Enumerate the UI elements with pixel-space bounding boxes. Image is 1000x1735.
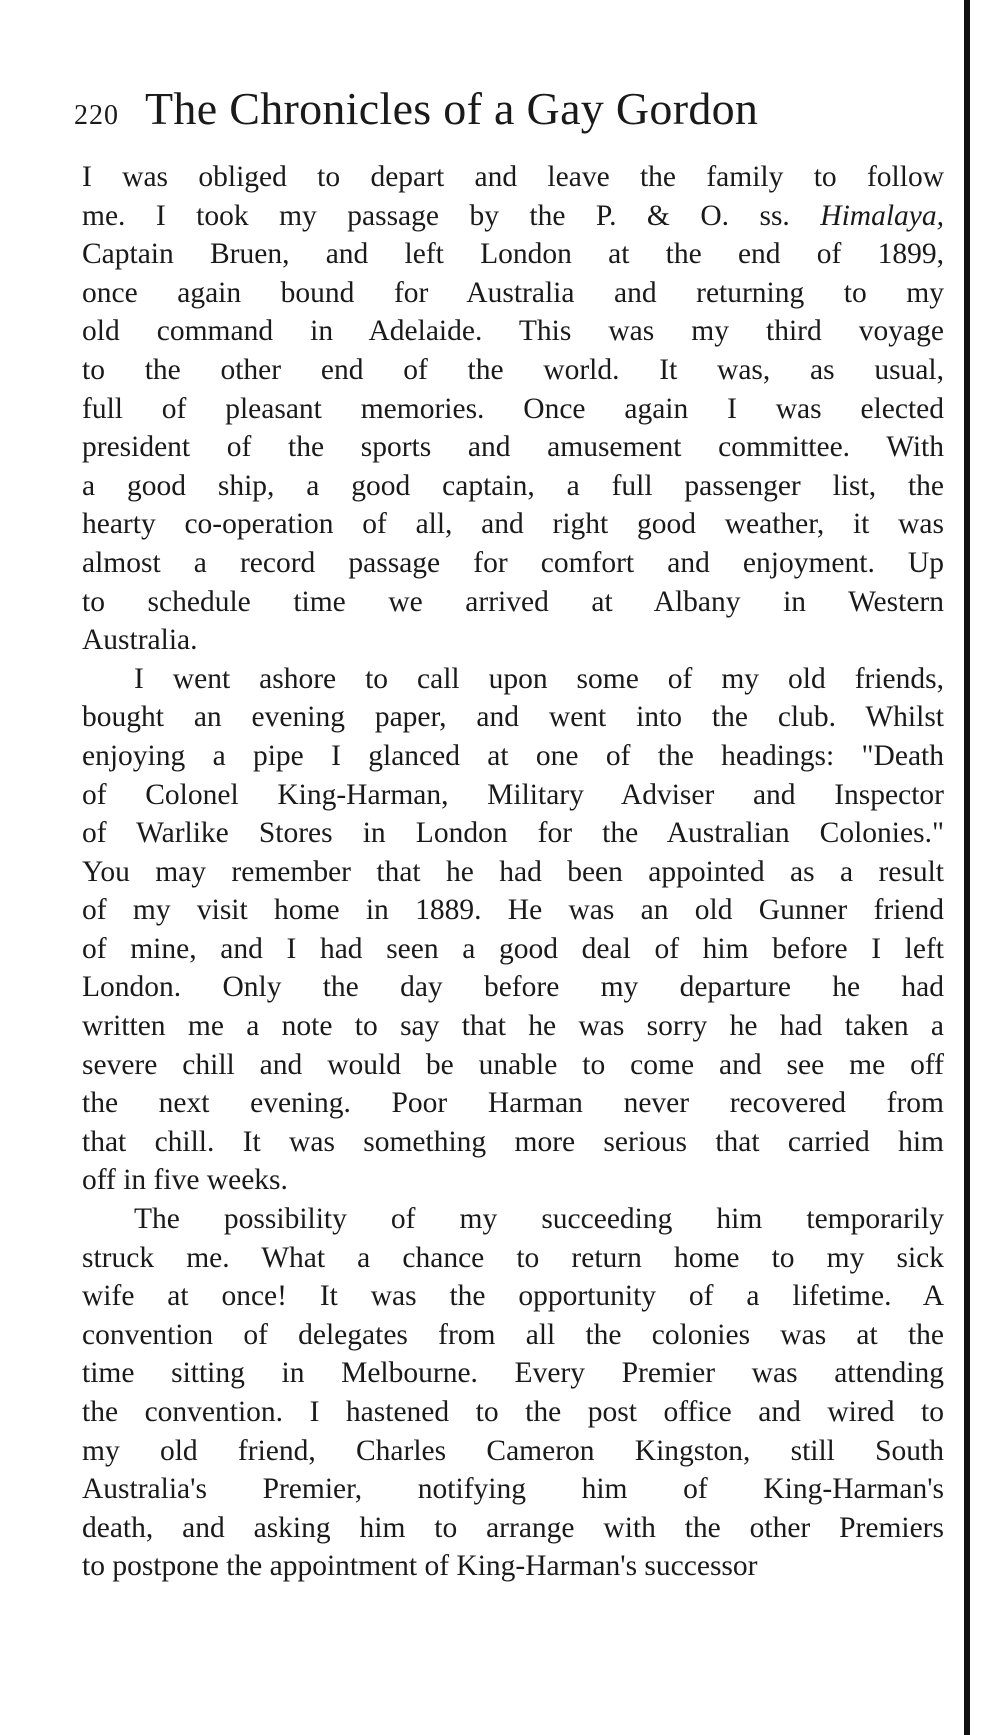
text-line: time sitting in Melbourne. Every Premier was attending: [82, 1357, 944, 1390]
page-header: [74, 82, 954, 135]
text-line: of mine, and I had seen a good deal of him before I left: [82, 932, 944, 965]
paragraph: [82, 1200, 944, 1586]
text-line: I went ashore to call upon some of my old friends,: [134, 662, 944, 695]
text-line: the convention. I hastened to the post office and wired to: [82, 1396, 944, 1428]
text-line: death, and asking him to arrange with the other Premiers: [82, 1511, 944, 1544]
text-line: of my visit home in 1889. He was an old Gunner friend: [82, 894, 944, 927]
text-line: full of pleasant memories. Once again I was elected: [82, 392, 944, 425]
text-line: to schedule time we arrived at Albany in Western: [82, 585, 944, 618]
text-line: convention of delegates from all the colonies was at the: [82, 1318, 944, 1351]
text-line: severe chill and would be unable to come and see me off: [82, 1048, 944, 1081]
paragraph: [82, 158, 944, 660]
text-line: to the other end of the world. It was, as usual,: [82, 353, 944, 386]
text-line: Australia.: [82, 624, 198, 657]
text-line: The possibility of my succeeding him temporarily: [134, 1203, 944, 1236]
text-line: Captain Bruen, and left London at the end of 1899,: [82, 238, 944, 271]
page-edge-rule: [964, 0, 970, 1735]
text-line: bought an evening paper, and went into the club. Whilst: [82, 701, 944, 734]
text-line: me. I took my passage by the P. & O. ss. Himalaya,: [82, 199, 944, 232]
paragraph: [82, 660, 944, 1200]
text-line: of Colonel King-Harman, Military Adviser and Inspector: [82, 778, 944, 811]
text-line: once again bound for Australia and returning to my: [82, 276, 944, 309]
text-line: wife at once! It was the opportunity of a lifetime. A: [82, 1280, 944, 1313]
body-text: [82, 158, 944, 1586]
text-line: my old friend, Charles Cameron Kingston, still South: [82, 1434, 944, 1467]
text-line: a good ship, a good captain, a full passenger list, the: [82, 469, 944, 502]
text-line: Australia's Premier, notifying him of King-Harman's: [82, 1473, 944, 1506]
running-title: The Chronicles of a Gay Gordon: [145, 83, 759, 134]
text-line: London. Only the day before my departure he had: [82, 971, 944, 1004]
text-line: the next evening. Poor Harman never recovered from: [82, 1087, 944, 1120]
text-line: president of the sports and amusement committee. With: [82, 431, 944, 464]
text-line: written me a note to say that he was sorry he had taken a: [82, 1010, 944, 1043]
text-line: enjoying a pipe I glanced at one of the headings: "Death: [82, 739, 944, 772]
text-line: off in five weeks.: [82, 1164, 288, 1197]
text-line: to postpone the appointment of King-Harman's successor: [82, 1550, 758, 1583]
text-line: that chill. It was something more serious that carried him: [82, 1125, 944, 1158]
text-line: You may remember that he had been appointed as a result: [82, 855, 944, 888]
text-line: I was obliged to depart and leave the family to follow: [82, 161, 944, 193]
text-line: hearty co-operation of all, and right good weather, it was: [82, 508, 944, 541]
page-number: 220: [74, 100, 119, 131]
text-line: of Warlike Stores in London for the Australian Colonies.": [82, 817, 944, 850]
text-line: struck me. What a chance to return home to my sick: [82, 1241, 944, 1274]
text-line: old command in Adelaide. This was my third voyage: [82, 315, 944, 348]
text-line: almost a record passage for comfort and enjoyment. Up: [82, 546, 944, 579]
